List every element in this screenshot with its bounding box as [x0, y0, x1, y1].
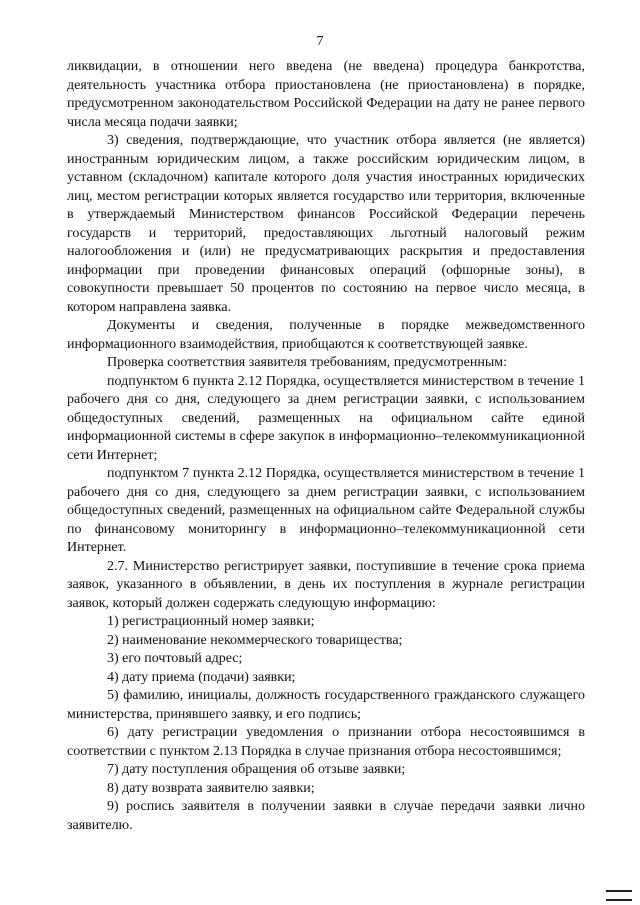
paragraph-liquidation-status: ликвидации, в отношении него введена (не введена) процедура банкротства, деятельность участника отбора приостановлена (не приостановлена) в порядке, предусмотренном законодательством Российской Федерации на дату не ранее первого числа месяца подачи заявки;	[67, 59, 585, 130]
list-item-5: 5) фамилию, инициалы, должность государственного гражданского служащего министерства, принявшего заявку, и его подпись;	[67, 688, 585, 722]
list-item-3: 3) его почтовый адрес;	[107, 651, 243, 666]
list-item-7: 7) дату поступления обращения об отзыве заявки;	[107, 762, 406, 777]
paragraph-subitem-7: подпунктом 7 пункта 2.12 Порядка, осуществляется министерством в течение 1 рабочего дня со дня, следующего за днем регистрации заявки, с использованием общедоступных сведений, размещенных на официальном сайте Федеральной службы по финансовому мониторингу в информационно–телекоммуникационной сети Интернет.	[67, 466, 585, 555]
document-body	[67, 58, 585, 835]
paragraph-verification-intro: Проверка соответствия заявителя требованиям, предусмотренным:	[107, 355, 507, 370]
list-item-4: 4) дату приема (подачи) заявки;	[107, 669, 296, 685]
paragraph-item-3-offshore: 3) сведения, подтверждающие, что участник отбора является (не является) иностранным юридическим лицом, а также российским юридическим лицом, в уставном (складочном) капитале которого доля участия иностранных юридических лиц, местом регистрации которых является государство или территория, включенные в утверждаемый Министерством финансов Российской Федерации перечень государств и территорий, предоставляющих льготный налоговый режим налогообложения и (или) не предусматривающих раскрытия и предоставления информации при проведении финансовых операций (офшорные зоны), в совокупности превышает 50 процентов по состоянию на первое число месяца, в котором направлена заявка.	[67, 133, 585, 315]
page-number: 7	[316, 34, 324, 49]
paragraph-subitem-6: подпунктом 6 пункта 2.12 Порядка, осуществляется министерством в течение 1 рабочего дня со дня, следующего за днем регистрации заявки, с использованием общедоступных сведений, размещенных на официальном сайте единой информационной системы в сфере закупок в информационно–телекоммуникационной сети Интернет;	[67, 373, 585, 463]
paragraph-section-2-7: 2.7. Министерство регистрирует заявки, поступившие в течение срока приема заявок, указанного в объявлении, в день их поступления в журнале регистрации заявок, который должен содержать следующую информацию:	[67, 558, 585, 611]
list-item-8: 8) дату возврата заявителю заявки;	[107, 780, 315, 796]
list-item-9: 9) роспись заявителя в получении заявки в случае передачи заявки лично заявителю.	[67, 799, 585, 833]
list-item-2: 2) наименование некоммерческого товарищества;	[107, 632, 403, 648]
scan-corner-mark	[606, 890, 632, 901]
list-item-1: 1) регистрационный номер заявки;	[107, 614, 315, 629]
paragraph-interagency-documents: Документы и сведения, полученные в порядке межведомственного информационного взаимодействия, приобщаются к соответствующей заявке.	[67, 318, 585, 352]
list-item-6: 6) дату регистрации уведомления о признании отбора несостоявшимся в соответствии с пунктом 2.13 Порядка в случае признания отбора несостоявшимся;	[67, 725, 585, 759]
